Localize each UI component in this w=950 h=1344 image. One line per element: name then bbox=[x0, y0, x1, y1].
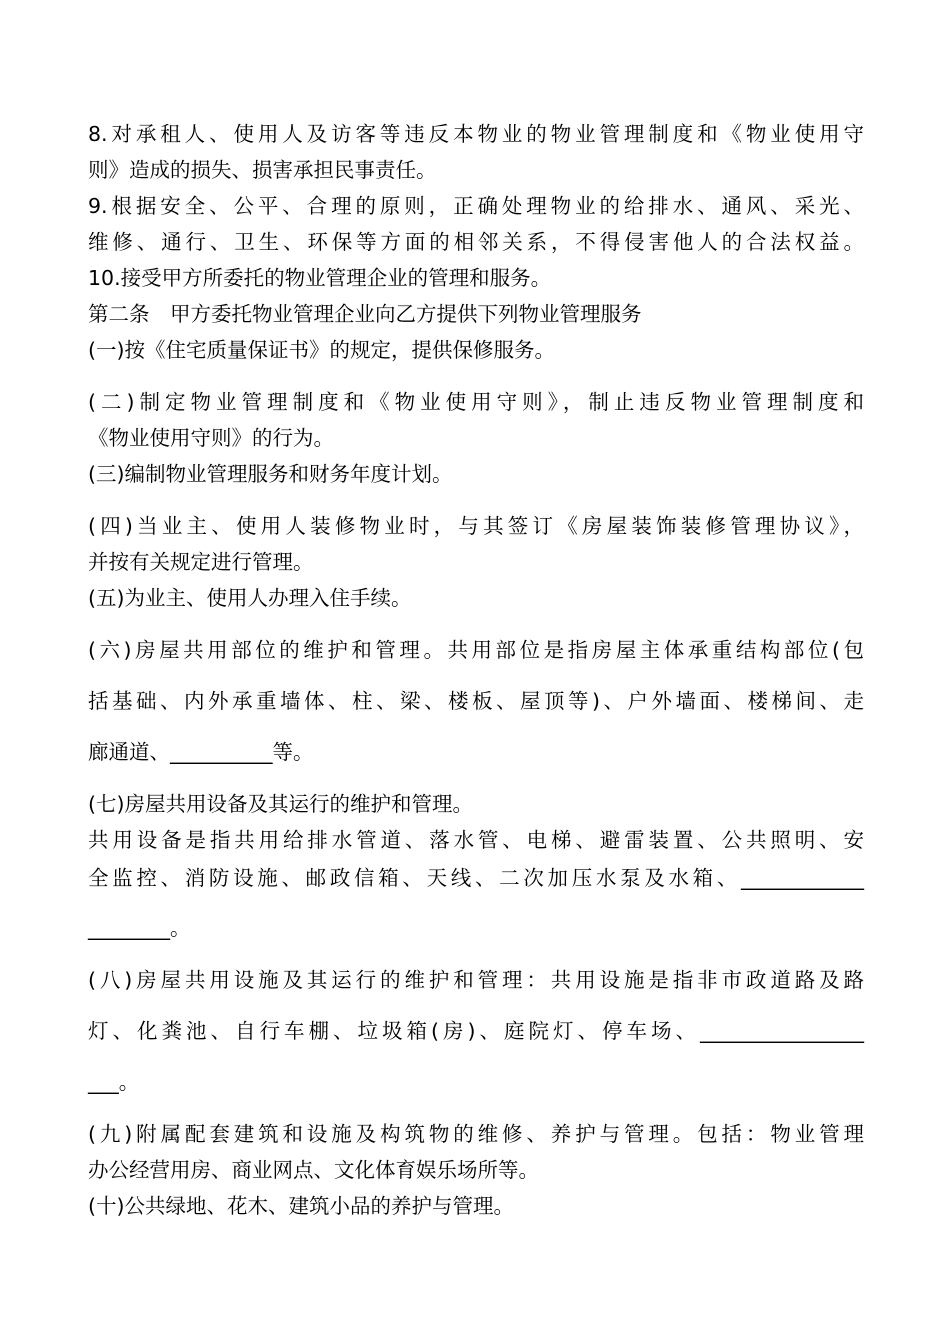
text-line-22: 灯、化粪池、自行车棚、垃圾箱(房)、庭院灯、停车场、________________ bbox=[88, 1019, 864, 1043]
text-line-4: 维修、通行、卫生、环保等方面的相邻关系，不得侵害他人的合法权益。 bbox=[88, 230, 864, 254]
text-line-18: 共用设备是指共用给排水管道、落水管、电梯、避雷装置、公共照明、安 bbox=[88, 828, 864, 852]
text-line-13: (五)为业主、使用人办理入住手续。 bbox=[88, 586, 412, 610]
text-line-12: 并按有关规定进行管理。 bbox=[88, 550, 314, 574]
text-line-10: (三)编制物业管理服务和财务年度计划。 bbox=[88, 462, 453, 486]
text-line-14: (六)房屋共用部位的维护和管理。共用部位是指房屋主体承重结构部位(包 bbox=[88, 638, 864, 662]
text-line-3: 9.根据安全、公平、合理的原则，正确处理物业的给排水、通风、采光、 bbox=[88, 194, 864, 218]
section-heading: 第二条 甲方委托物业管理企业向乙方提供下列物业管理服务 bbox=[88, 302, 642, 326]
text-line-15: 括基础、内外承重墙体、柱、梁、楼板、屋顶等)、户外墙面、楼梯间、走 bbox=[88, 689, 864, 713]
text-line-8: (二)制定物业管理制度和《物业使用守则》，制止违反物业管理制度和 bbox=[88, 390, 864, 414]
text-line-7: (一)按《住宅质量保证书》的规定，提供保修服务。 bbox=[88, 338, 555, 362]
text-line-2: 则》造成的损失、损害承担民事责任。 bbox=[88, 158, 437, 182]
text-line-24: (九)附属配套建筑和设施及构筑物的维修、养护与管理。包括：物业管理 bbox=[88, 1122, 864, 1146]
text-line-20: ________。 bbox=[88, 916, 191, 940]
text-line-26: (十)公共绿地、花木、建筑小品的养护与管理。 bbox=[88, 1194, 514, 1218]
text-line-5: 10.接受甲方所委托的物业管理企业的管理和服务。 bbox=[88, 266, 552, 290]
document-page bbox=[88, 116, 864, 1224]
text-line-19: 全监控、消防设施、邮政信箱、天线、二次加压水泵及水箱、____________ bbox=[88, 866, 864, 890]
text-line-1: 8.对承租人、使用人及访客等违反本物业的物业管理制度和《物业使用守 bbox=[88, 122, 864, 146]
text-line-17: (七)房屋共用设备及其运行的维护和管理。 bbox=[88, 792, 473, 816]
text-line-11: (四)当业主、使用人装修物业时，与其签订《房屋装饰装修管理协议》， bbox=[88, 514, 864, 538]
text-line-9: 《物业使用守则》的行为。 bbox=[88, 426, 334, 450]
text-line-16: 廊通道、__________等。 bbox=[88, 740, 314, 764]
text-line-21: (八)房屋共用设施及其运行的维护和管理：共用设施是指非市政道路及路 bbox=[88, 968, 864, 992]
text-line-25: 办公经营用房、商业网点、文化体育娱乐场所等。 bbox=[88, 1158, 539, 1182]
text-line-23: ___。 bbox=[88, 1070, 140, 1094]
